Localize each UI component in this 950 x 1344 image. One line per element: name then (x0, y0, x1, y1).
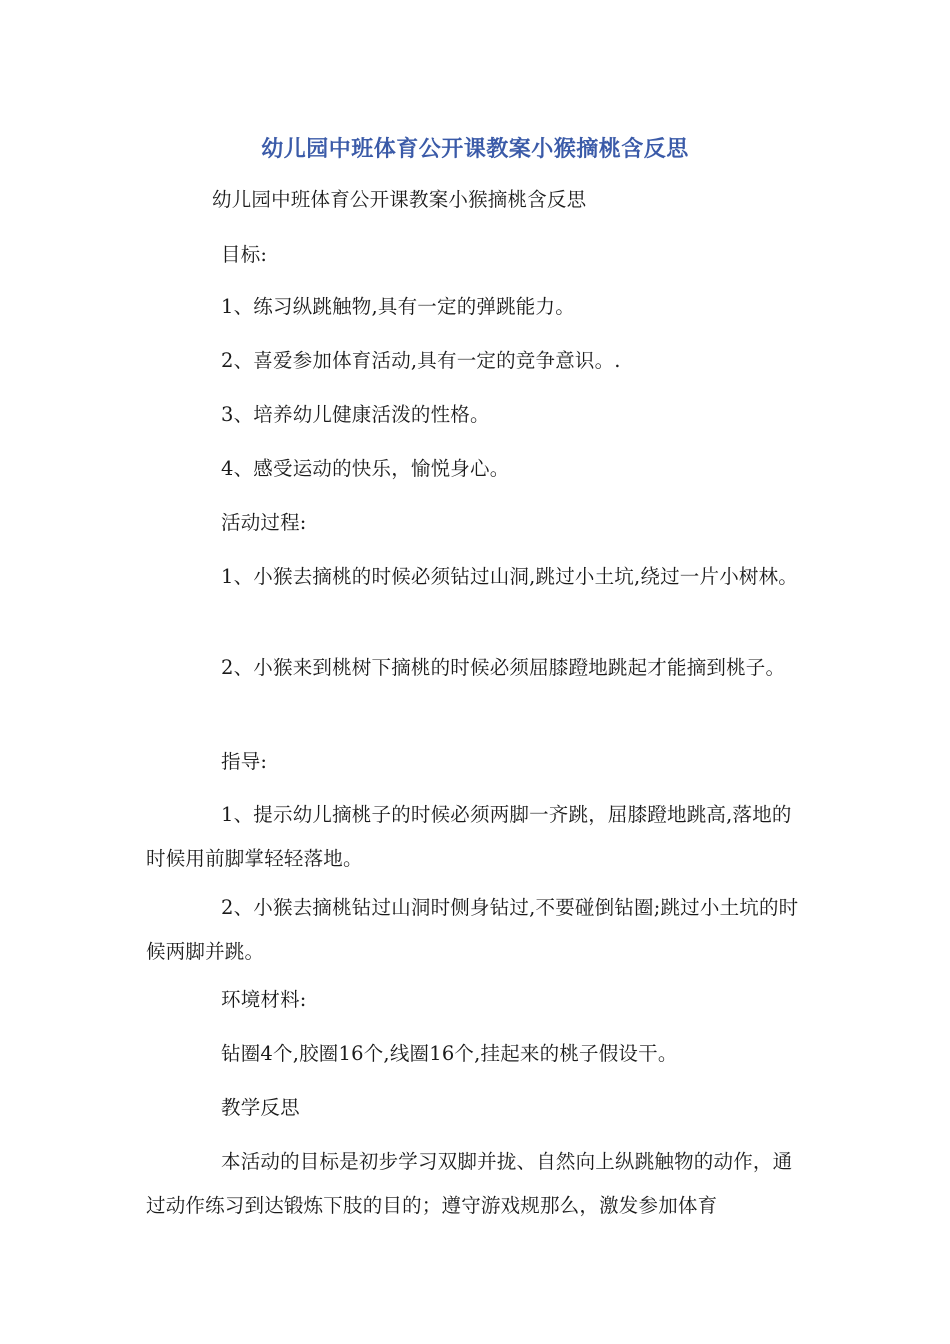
paragraph-materials: 钻圈4个,胶圈16个,线圈16个,挂起来的桃子假设干。 (221, 1042, 678, 1065)
paragraph-process-2: 2、小猴来到桃树下摘桃的时候必须屈膝蹬地跳起才能摘到桃子。 (221, 656, 786, 679)
paragraph-guidance-2: 2、小猴去摘桃钻过山洞时侧身钻过,不要碰倒钻圈;跳过小土坑的时候两脚并跳。 (146, 896, 799, 963)
paragraph-reflection: 本活动的目标是初步学习双脚并拢、自然向上纵跳触物的动作，通过动作练习到达锻炼下肢的目的；遵守游戏规那么，激发参加体育 (146, 1150, 793, 1217)
paragraph-goal-3: 3、培养幼儿健康活泼的性格。 (221, 403, 490, 426)
paragraph-goal-2: 2、喜爱参加体育活动,具有一定的竞争意识。. (221, 349, 621, 372)
paragraph-goal-1: 1、练习纵跳触物,具有一定的弹跳能力。 (221, 295, 575, 318)
paragraph-process-heading: 活动过程: (221, 511, 307, 534)
paragraph-guidance-1: 1、提示幼儿摘桃子的时候必须两脚一齐跳，屈膝蹬地跳高,落地的时候用前脚掌轻轻落地。 (146, 803, 792, 870)
paragraph-reflection-heading: 教学反思 (221, 1096, 300, 1119)
paragraph-guidance-heading: 指导: (221, 750, 268, 773)
paragraph-goals-heading: 目标: (221, 243, 268, 266)
document-title: 幼儿园中班体育公开课教案小猴摘桃含反思 (261, 137, 689, 162)
paragraph-materials-heading: 环境材料: (221, 988, 307, 1011)
paragraph-goal-4: 4、感受运动的快乐，愉悦身心。 (221, 457, 510, 480)
paragraph-subtitle: 幼儿园中班体育公开课教案小猴摘桃含反思 (212, 188, 587, 211)
paragraph-process-1: 1、小猴去摘桃的时候必须钻过山洞,跳过小土坑,绕过一片小树林。 (221, 565, 799, 588)
